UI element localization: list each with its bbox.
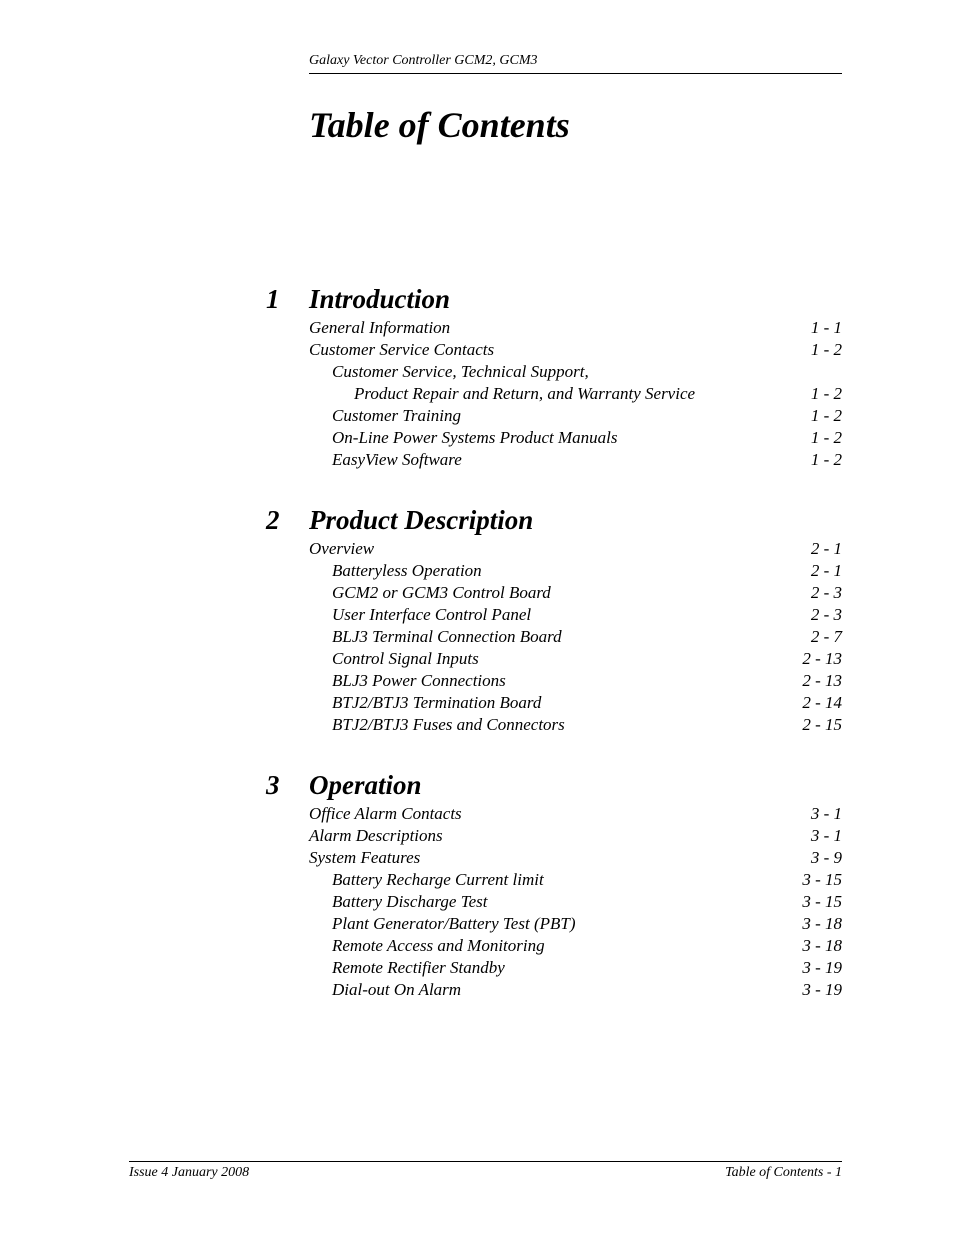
toc-entry-label: General Information: [309, 318, 451, 337]
toc-entry[interactable]: [266, 405, 842, 427]
toc-entry-label: GCM2 or GCM3 Control Board: [332, 583, 551, 602]
toc-entry-page: 3 - 1: [810, 804, 842, 823]
toc-entry-label: Remote Access and Monitoring: [332, 936, 545, 955]
toc-entry-label: BLJ3 Power Connections: [332, 671, 506, 690]
toc-entry-label: Overview: [309, 539, 375, 558]
toc-entry-page: 2 - 3: [810, 605, 842, 624]
toc-entry-label: Battery Discharge Test: [332, 892, 488, 911]
toc-entry-page: 2 - 1: [810, 561, 842, 580]
toc-entry-label: Remote Rectifier Standby: [332, 958, 505, 977]
toc-entry[interactable]: [266, 339, 842, 361]
toc-entry-label: Customer Service, Technical Support,: [332, 362, 589, 381]
toc-entry-page: 2 - 15: [802, 715, 842, 734]
toc-entry-page: 1 - 1: [810, 318, 842, 337]
toc-entry[interactable]: [266, 891, 842, 913]
toc-entry-label: Batteryless Operation: [332, 561, 482, 580]
toc-entry-label: Control Signal Inputs: [332, 649, 479, 668]
toc-entry-page: 2 - 13: [802, 671, 842, 690]
toc-entry[interactable]: [266, 604, 842, 626]
toc-entry[interactable]: [266, 979, 842, 1001]
toc-entry[interactable]: [266, 670, 842, 692]
toc-entry-page: 3 - 19: [802, 980, 842, 999]
toc-entry-label: BTJ2/BTJ3 Fuses and Connectors: [332, 715, 565, 734]
toc-entry-page: 3 - 1: [810, 826, 842, 845]
toc-entry-page: 1 - 2: [810, 428, 842, 447]
chapter-introduction: [266, 282, 842, 471]
footer-page-number: Table of Contents - 1: [725, 1165, 842, 1180]
toc-entry-label: EasyView Software: [332, 450, 462, 469]
toc-entry-page: 2 - 7: [810, 627, 842, 646]
toc-entry-label: BTJ2/BTJ3 Termination Board: [332, 693, 542, 712]
toc-entry-page: 2 - 13: [802, 649, 842, 668]
toc-entry[interactable]: [266, 935, 842, 957]
toc-entry[interactable]: [266, 913, 842, 935]
toc-entry-page: 3 - 15: [802, 870, 842, 889]
toc-entry-page: 1 - 2: [810, 384, 842, 403]
toc-entry-label: Customer Service Contacts: [309, 340, 495, 359]
toc-entry-page: 2 - 3: [810, 583, 842, 602]
chapter-heading: [266, 768, 842, 802]
toc-entry[interactable]: [266, 648, 842, 670]
toc-entry-page: 3 - 9: [810, 848, 842, 867]
toc-entry-page: 3 - 15: [802, 892, 842, 911]
chapter-operation: [266, 768, 842, 1001]
toc-entry[interactable]: [266, 582, 842, 604]
toc-entry[interactable]: [266, 383, 842, 405]
toc-entry-page: 1 - 2: [810, 406, 842, 425]
toc-entry[interactable]: [266, 538, 842, 560]
toc-entry-page: 3 - 19: [802, 958, 842, 977]
toc-entry[interactable]: [266, 803, 842, 825]
toc-entry[interactable]: [266, 847, 842, 869]
toc-entry[interactable]: [266, 626, 842, 648]
document-name: Galaxy Vector Controller GCM2, GCM3: [309, 53, 538, 68]
toc-entry-page: 3 - 18: [802, 936, 842, 955]
chapter-heading: [266, 282, 842, 316]
toc-entry[interactable]: [266, 361, 842, 383]
chapter-product-description: [266, 503, 842, 736]
toc-entry-label: Alarm Descriptions: [309, 826, 443, 845]
toc-entry[interactable]: [266, 869, 842, 891]
toc-entries: [266, 803, 842, 1001]
running-footer: [129, 1161, 842, 1180]
chapter-title: Introduction: [309, 284, 451, 314]
chapter-number: 2: [266, 505, 280, 535]
toc-entries: [266, 317, 842, 471]
toc-entry-label: On-Line Power Systems Product Manuals: [332, 428, 618, 447]
toc-entry-page: 3 - 18: [802, 914, 842, 933]
toc-entry[interactable]: [266, 957, 842, 979]
toc-entry-label: Battery Recharge Current limit: [332, 870, 544, 889]
toc-entry-label: Office Alarm Contacts: [309, 804, 462, 823]
toc-entry[interactable]: [266, 449, 842, 471]
chapter-number: 1: [266, 284, 280, 314]
toc-entry-label: Plant Generator/Battery Test (PBT): [332, 914, 576, 933]
toc-entry-label: Customer Training: [332, 406, 461, 425]
toc-entry-label: Dial-out On Alarm: [332, 980, 462, 999]
toc-entry[interactable]: [266, 692, 842, 714]
toc-entry[interactable]: [266, 317, 842, 339]
chapter-title: Operation: [309, 770, 422, 800]
toc-entry[interactable]: [266, 427, 842, 449]
running-header: [309, 52, 842, 74]
toc-entry-label: BLJ3 Terminal Connection Board: [332, 627, 562, 646]
toc-entry-label: System Features: [309, 848, 421, 867]
toc-entry[interactable]: [266, 825, 842, 847]
toc-entry[interactable]: [266, 714, 842, 736]
toc-entries: [266, 538, 842, 736]
chapter-heading: [266, 503, 842, 537]
page-title: Table of Contents: [309, 105, 570, 145]
footer-issue-date: Issue 4 January 2008: [129, 1165, 250, 1180]
toc-entry-page: 2 - 1: [810, 539, 842, 558]
toc-entry-label: User Interface Control Panel: [332, 605, 532, 624]
toc-entry-page: 1 - 2: [810, 450, 842, 469]
toc-entry-page: 2 - 14: [802, 693, 842, 712]
toc-entry-page: 1 - 2: [810, 340, 842, 359]
chapter-number: 3: [266, 770, 280, 800]
chapter-title: Product Description: [309, 505, 534, 535]
toc-entry[interactable]: [266, 560, 842, 582]
toc-entry-label: Product Repair and Return, and Warranty Service: [354, 384, 696, 403]
